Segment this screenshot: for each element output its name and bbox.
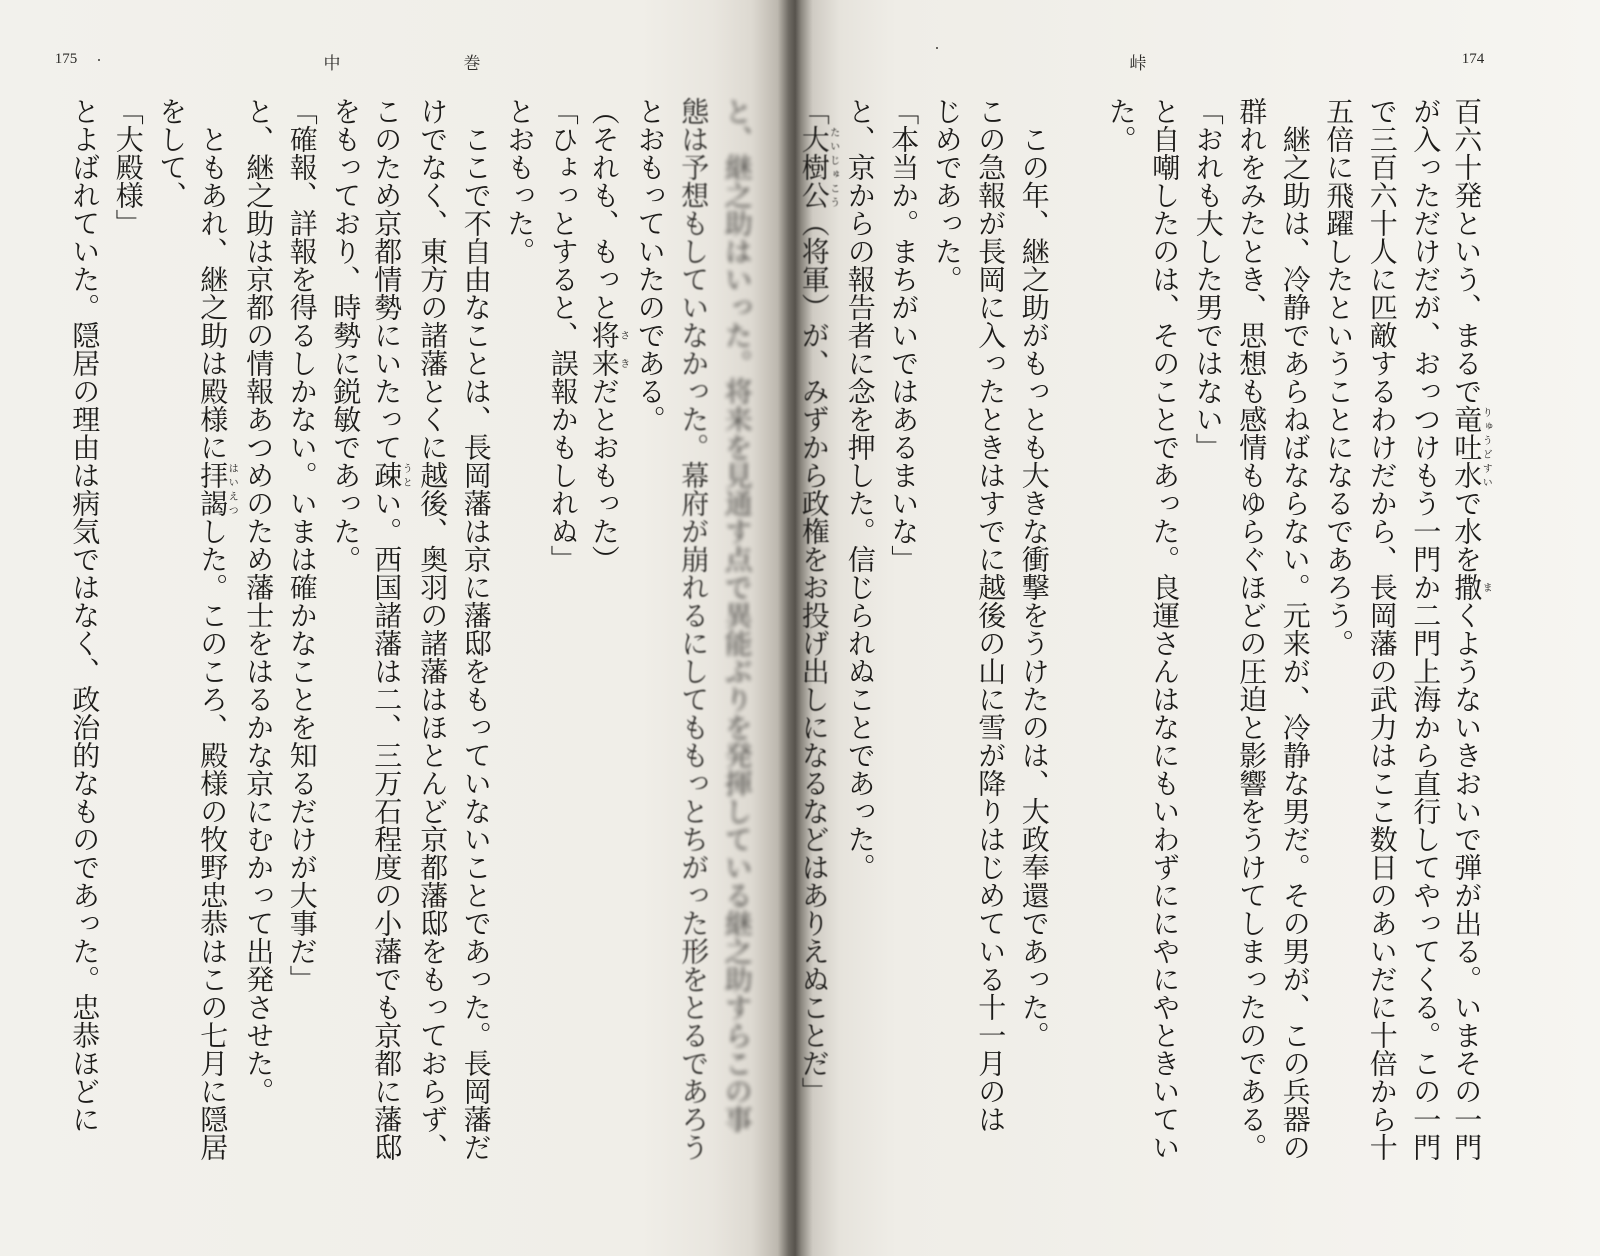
scan-speck bbox=[936, 47, 938, 49]
ruby-word bbox=[1450, 573, 1492, 601]
ruby-word bbox=[1450, 405, 1492, 489]
page-number-right: 174 bbox=[1461, 51, 1485, 67]
ruby-reading: うと bbox=[400, 461, 412, 489]
running-head-right: 峠 bbox=[1129, 54, 1147, 74]
ruby-reading: たいじゅこう bbox=[827, 125, 839, 209]
ruby-reading: ま bbox=[1480, 573, 1492, 601]
text-line: 態は予想もしていなかった。幕府が崩れるにしてももっとちがった形をとるであろう bbox=[677, 97, 711, 1161]
text-segment: ともあれ、継之助は殿様に bbox=[196, 97, 230, 461]
text-line bbox=[795, 97, 839, 1197]
text-line: と自嘲したのは、そのことであった。良運さんはなにもいわずににやにやときいてい bbox=[1148, 97, 1182, 1161]
blank-line bbox=[1056, 97, 1100, 1197]
text-line bbox=[585, 97, 629, 1197]
text-line: とおもっていたのである。 bbox=[633, 97, 667, 433]
ruby-base: 撒 bbox=[1450, 573, 1484, 601]
text-segment: で水を bbox=[1450, 489, 1484, 573]
ruby-base: 疎 bbox=[370, 461, 404, 489]
text-line: 五倍に飛躍したということになるであろう。 bbox=[1322, 97, 1356, 657]
text-line: 「ひょっとすると、誤報かもしれぬ」 bbox=[546, 97, 580, 573]
text-segment: （それも、もっと bbox=[587, 97, 621, 321]
text-line: ここで不自由なことは、長岡藩は京に藩邸をもっていないことであった。長岡藩だ bbox=[459, 97, 493, 1161]
text-line: た。 bbox=[1104, 97, 1138, 153]
left-page-body bbox=[63, 97, 759, 1197]
text-line: が入っただけだが、おっつけもう一門か二門上海から直行してやってくる。この一門 bbox=[1409, 97, 1443, 1161]
ruby-base: 将来 bbox=[587, 321, 621, 377]
running-head-left-volume-suffix: 巻 bbox=[463, 54, 481, 74]
text-line: 群れをみたとき、思想も感情もゆらぐほどの圧迫と影響をうけてしまったのである。 bbox=[1235, 97, 1269, 1161]
text-line bbox=[1447, 97, 1491, 1197]
text-line: けでなく、東方の諸藩とくに越後、奥羽の諸藩はほとんど京都藩邸をもっておらず、 bbox=[416, 97, 450, 1161]
ruby-reading: はいえつ bbox=[226, 461, 238, 517]
text-line: とおもった。 bbox=[503, 97, 537, 265]
text-segment: した。このころ、殿様の牧野忠恭はこの七月に隠居 bbox=[196, 517, 230, 1161]
text-segment: 百六十発という、まるで bbox=[1450, 97, 1484, 405]
text-segment: 「 bbox=[797, 97, 831, 125]
text-line bbox=[193, 97, 237, 1197]
ruby-word bbox=[196, 461, 238, 517]
text-segment: だとおもった） bbox=[587, 377, 621, 573]
text-line: をもっており、時勢に鋭敏であった。 bbox=[329, 97, 363, 573]
text-line: 「確報、詳報を得るしかない。いまは確かなことを知るだけが大事だ」 bbox=[285, 97, 319, 993]
text-segment: このため京都情勢にいたって bbox=[370, 97, 404, 461]
text-line bbox=[367, 97, 411, 1197]
text-line: で三百六十人に匹敵するわけだから、長岡藩の武力はここ数日のあいだに十倍から十 bbox=[1365, 97, 1399, 1161]
text-segment: （将軍）が、みずから政権をお投げ出しになるなどはありえぬことだ」 bbox=[797, 209, 831, 1105]
text-line: 継之助は、冷静であらねばならない。元来が、冷静な男だ。その男が、この兵器の bbox=[1278, 97, 1312, 1161]
text-line: と、京からの報告者に念を押した。信じられぬことであった。 bbox=[843, 97, 877, 881]
text-line: とよばれていた。隠居の理由は病気ではなく、政治的なものであった。忠恭ほどに bbox=[68, 97, 102, 1133]
text-line: 「大殿様」 bbox=[111, 97, 145, 237]
text-line: この年、継之助がもっとも大きな衝撃をうけたのは、大政奉還であった。 bbox=[1017, 97, 1051, 1049]
text-line: この急報が長岡に入ったときはすでに越後の山に雪が降りはじめている十一月のは bbox=[974, 97, 1008, 1133]
ruby-reading: りゅうどすい bbox=[1480, 405, 1492, 489]
ruby-word bbox=[797, 125, 839, 209]
text-segment: い。西国諸藩は二、三万石程度の小藩でも京都に藩邸 bbox=[370, 489, 404, 1161]
ruby-word bbox=[587, 321, 629, 377]
text-line: 「本当か。まちがいではあるまいな」 bbox=[887, 97, 921, 573]
text-segment: くようないきおいで弾が出る。いまその一門 bbox=[1450, 601, 1484, 1161]
text-line: と、継之助はいった。将来を見通す点で異能ぶりを発揮している継之助すらこの事 bbox=[720, 97, 754, 1133]
text-line: をして、 bbox=[155, 97, 189, 209]
page-number-left: 175 bbox=[54, 51, 78, 67]
text-line: と、継之助は京都の情報あつめのため藩士をはるかな京にむかって出発させた。 bbox=[242, 97, 276, 1105]
ruby-reading: さき bbox=[617, 321, 629, 377]
ruby-word bbox=[370, 461, 412, 489]
text-line: 「おれも大した男ではない」 bbox=[1191, 97, 1225, 461]
ruby-base: 拝謁 bbox=[196, 461, 230, 517]
running-head-left-volume: 中 bbox=[323, 54, 341, 74]
ruby-base: 大樹公 bbox=[797, 125, 831, 209]
scan-speck bbox=[98, 59, 100, 61]
right-page-body bbox=[795, 97, 1491, 1197]
text-line: じめであった。 bbox=[930, 97, 964, 293]
ruby-base: 竜吐水 bbox=[1450, 405, 1484, 489]
